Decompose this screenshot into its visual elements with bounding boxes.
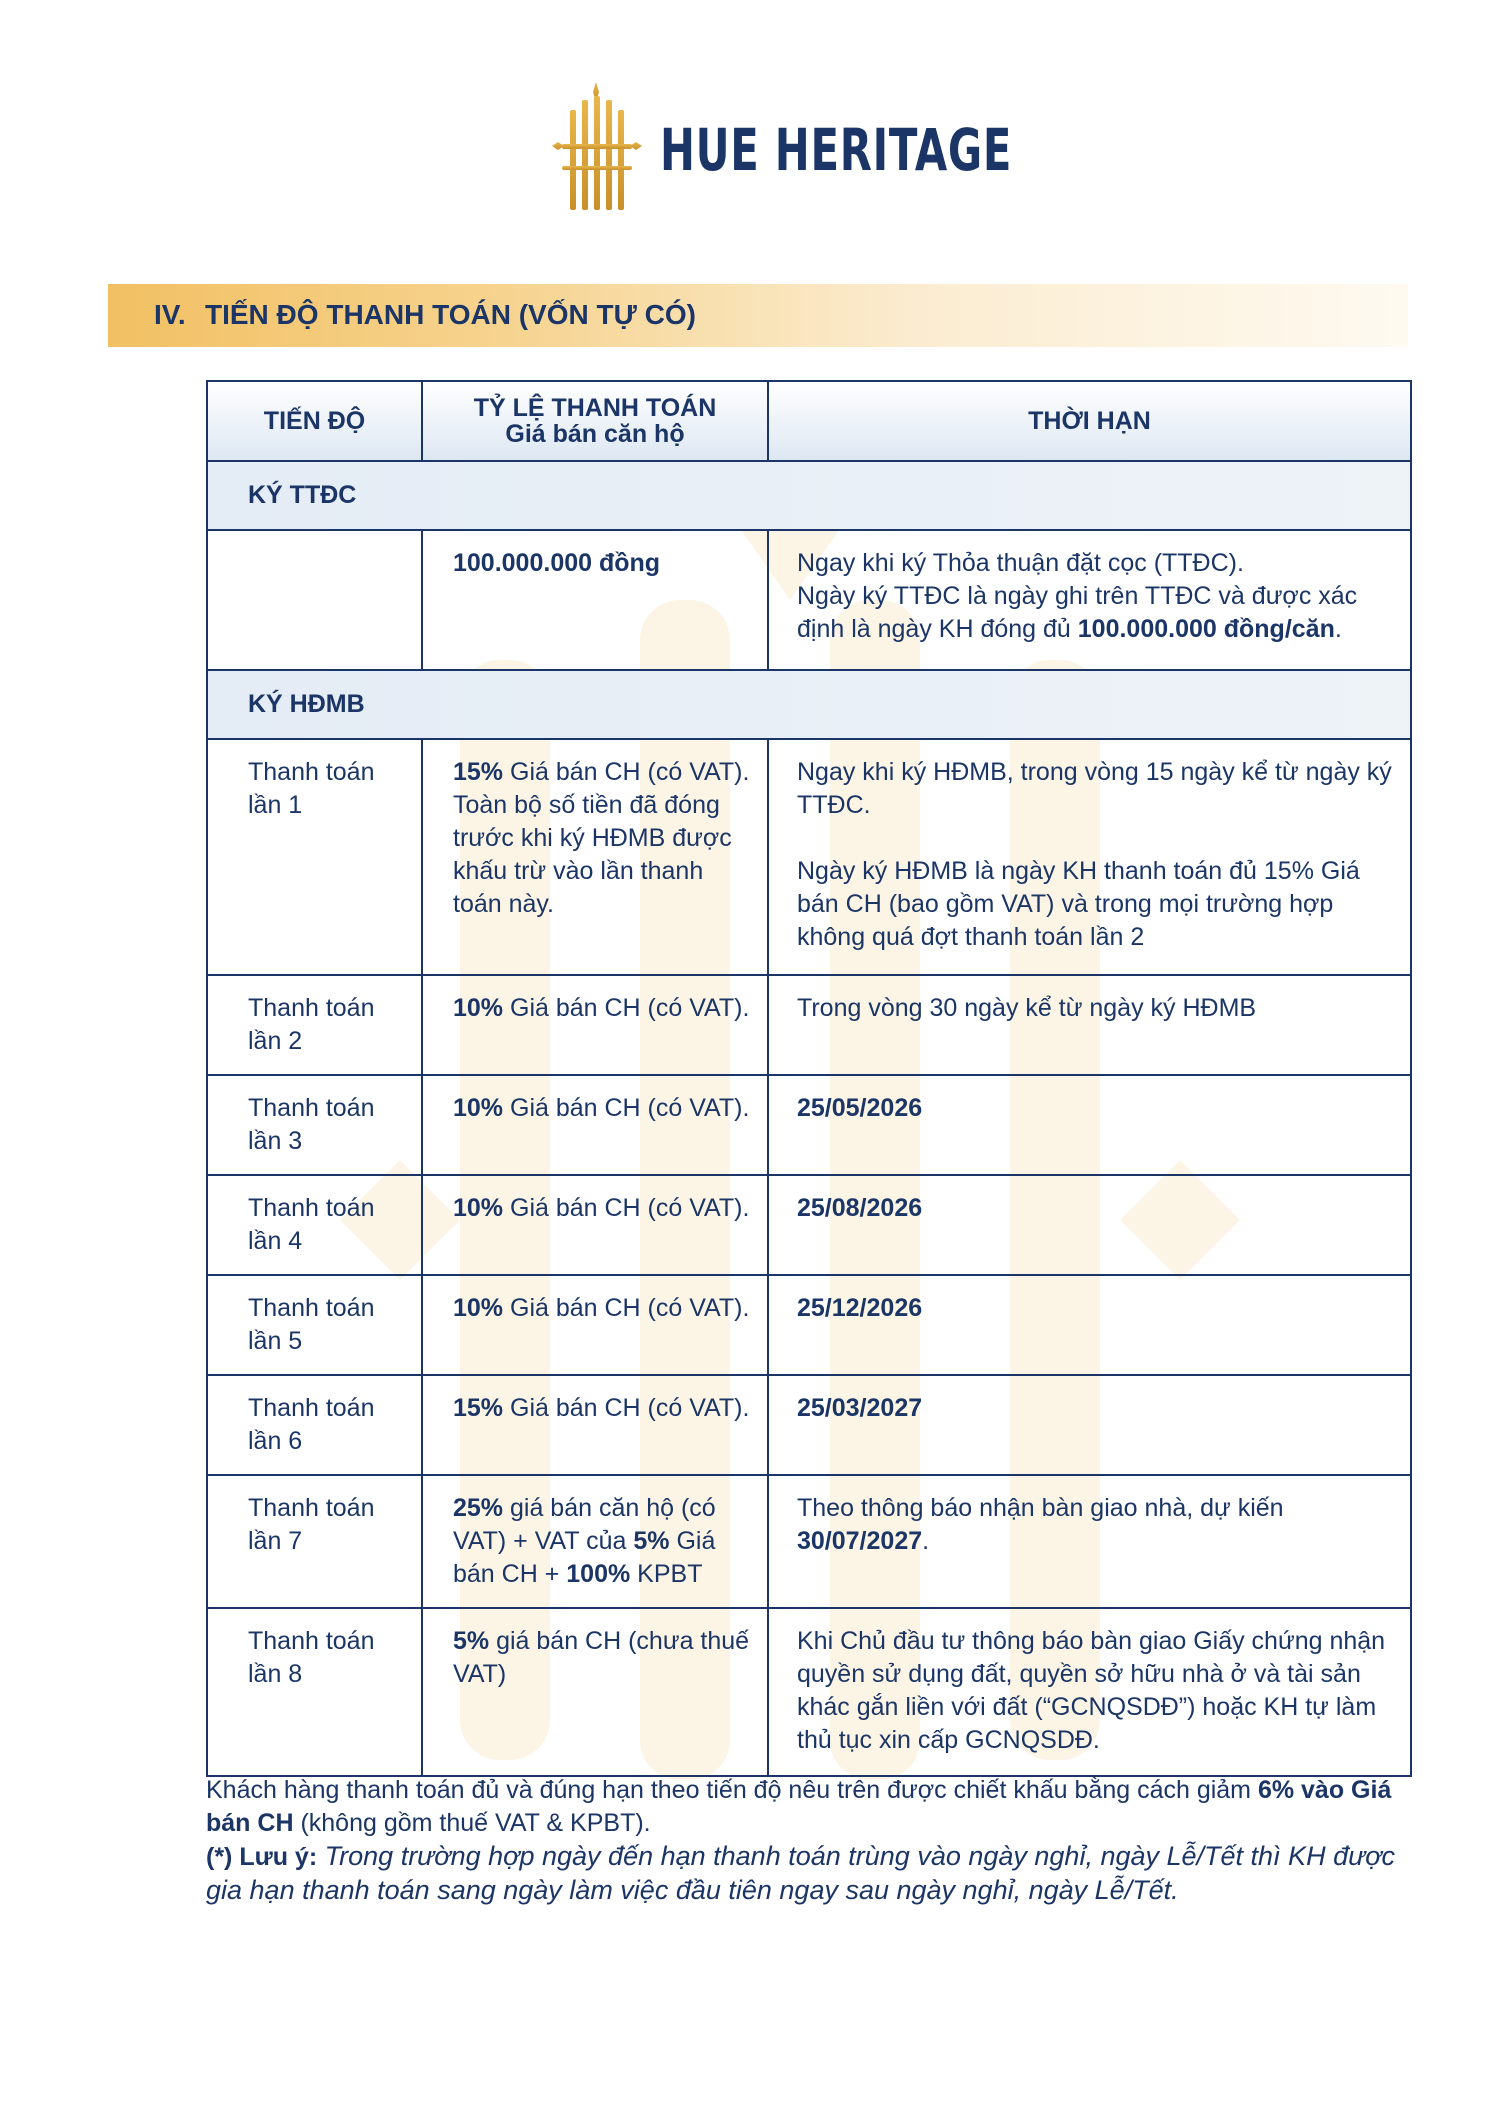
deposit-amount: 100.000.000 đồng	[453, 549, 661, 577]
header-term: THỜI HẠN	[768, 381, 1411, 461]
rate-text: giá bán căn hộ (có VAT) + VAT của	[453, 1494, 716, 1555]
discount-note	[206, 1774, 1416, 1840]
group-label-deposit: KÝ TTĐC	[207, 461, 1411, 530]
table-row-deposit	[207, 530, 1411, 670]
rate-text: Giá bán CH (có VAT).	[503, 1394, 750, 1422]
rate-percent-vat: 5%	[633, 1527, 670, 1555]
term-cell	[768, 1075, 1411, 1175]
term-date: 25/08/2026	[797, 1194, 923, 1222]
rate-percent: 15%	[453, 758, 504, 786]
deposit-term-text: Ngày ký TTĐC là ngày ghi trên TTĐC và được xác định là ngày KH đóng đủ	[797, 582, 1358, 643]
rate-text: Giá bán CH (có VAT).	[503, 1094, 750, 1122]
footnote	[206, 1774, 1416, 1908]
rate-cell	[422, 1275, 768, 1375]
term-cell	[768, 1475, 1411, 1608]
header-rate-line1: TỶ LỆ THANH TOÁN	[473, 394, 717, 422]
rate-percent: 10%	[453, 1094, 504, 1122]
rate-text: giá bán CH (chưa thuế VAT)	[453, 1627, 750, 1688]
rate-text: Giá bán CH (có VAT).	[503, 1194, 750, 1222]
term-paragraph-2: Ngày ký HĐMB là ngày KH thanh toán đủ 15% Giá bán CH (bao gồm VAT) và trong mọi trường hợp không quá đợt thanh toán lần 2	[797, 857, 1360, 951]
deposit-stage-cell	[207, 530, 422, 670]
rate-percent: 25%	[453, 1494, 504, 1522]
note-text: Trong trường hợp ngày đến hạn thanh toán trùng vào ngày nghỉ, ngày Lễ/Tết thì KH được gia hạn thanh toán sang ngày làm việc đầu tiên ngay sau ngày nghỉ, ngày Lễ/Tết.	[206, 1841, 1396, 1905]
table-row	[207, 1075, 1411, 1175]
table-header-row	[207, 381, 1411, 461]
rate-percent: 10%	[453, 994, 504, 1022]
rate-text-b: Giá bán CH +	[453, 1527, 716, 1588]
term-paragraph-1: Ngay khi ký HĐMB, trong vòng 15 ngày kể từ ngày ký TTĐC.	[797, 758, 1392, 819]
term-date: 25/12/2026	[797, 1294, 923, 1322]
header-stage: TIẾN ĐỘ	[207, 381, 422, 461]
discount-value: 6% vào Giá bán CH	[206, 1776, 1392, 1837]
rate-cell	[422, 1075, 768, 1175]
brand-name: HUE HERITAGE	[660, 116, 1013, 184]
rate-cell	[422, 1475, 768, 1608]
term-cell	[768, 1175, 1411, 1275]
rate-percent-kpbt: 100%	[566, 1560, 631, 1588]
header-rate	[422, 381, 768, 461]
stage-cell: Thanh toán lần 4	[207, 1175, 422, 1275]
table-row	[207, 975, 1411, 1075]
group-row-deposit	[207, 461, 1411, 530]
stage-cell: Thanh toán lần 3	[207, 1075, 422, 1175]
rate-text: Giá bán CH (có VAT).	[503, 1294, 750, 1322]
header-rate-line2: Giá bán căn hộ	[505, 420, 685, 448]
hue-heritage-logo-icon	[548, 80, 644, 220]
deposit-term-cell	[768, 530, 1411, 670]
deposit-term-amount: 100.000.000 đồng/căn	[1077, 615, 1335, 643]
table-row	[207, 1608, 1411, 1776]
stage-cell: Thanh toán lần 1	[207, 739, 422, 975]
holiday-note	[206, 1840, 1416, 1908]
rate-cell	[422, 975, 768, 1075]
term-cell: Trong vòng 30 ngày kể từ ngày ký HĐMB	[768, 975, 1411, 1075]
term-cell	[768, 1275, 1411, 1375]
brand-logo	[548, 80, 1013, 220]
rate-percent: 5%	[453, 1627, 490, 1655]
term-date: 25/05/2026	[797, 1094, 923, 1122]
rate-text: Giá bán CH (có VAT).	[503, 994, 750, 1022]
stage-cell: Thanh toán lần 8	[207, 1608, 422, 1776]
rate-cell	[422, 1375, 768, 1475]
rate-cell	[422, 1608, 768, 1776]
stage-cell: Thanh toán lần 6	[207, 1375, 422, 1475]
table-row	[207, 739, 1411, 975]
deposit-amount-cell	[422, 530, 768, 670]
deposit-term-end: .	[1334, 615, 1342, 643]
rate-percent: 10%	[453, 1194, 504, 1222]
rate-percent: 15%	[453, 1394, 504, 1422]
note-label: (*) Lưu ý:	[206, 1843, 318, 1871]
term-end: .	[922, 1527, 930, 1555]
section-header	[108, 284, 1408, 347]
term-cell	[768, 739, 1411, 975]
term-date: 30/07/2027	[797, 1527, 923, 1555]
term-cell: Khi Chủ đầu tư thông báo bàn giao Giấy chứng nhận quyền sử dụng đất, quyền sở hữu nhà ở và tài sản khác gắn liền với đất (“GCNQSDĐ”) hoặc KH tự làm thủ tục xin cấp GCNQSDĐ.	[768, 1608, 1411, 1776]
section-number: IV.	[154, 299, 186, 330]
term-date: 25/03/2027	[797, 1394, 923, 1422]
table-row	[207, 1375, 1411, 1475]
stage-cell: Thanh toán lần 5	[207, 1275, 422, 1375]
payment-schedule-table	[206, 380, 1412, 1777]
rate-extra: Toàn bộ số tiền đã đóng trước khi ký HĐMB được khấu trừ vào lần thanh toán này.	[453, 791, 732, 918]
table-row	[207, 1175, 1411, 1275]
rate-text: Giá bán CH (có VAT).	[503, 758, 750, 786]
group-label-contract: KÝ HĐMB	[207, 670, 1411, 739]
table-row	[207, 1275, 1411, 1375]
rate-cell	[422, 739, 768, 975]
rate-text-c: KPBT	[630, 1560, 703, 1588]
discount-text-end: (không gồm thuế VAT & KPBT).	[293, 1809, 651, 1837]
stage-cell: Thanh toán lần 7	[207, 1475, 422, 1608]
stage-cell: Thanh toán lần 2	[207, 975, 422, 1075]
rate-cell	[422, 1175, 768, 1275]
deposit-term-line1: Ngay khi ký Thỏa thuận đặt cọc (TTĐC).	[797, 549, 1244, 577]
term-cell	[768, 1375, 1411, 1475]
term-text: Theo thông báo nhận bàn giao nhà, dự kiến	[797, 1494, 1284, 1522]
group-row-contract	[207, 670, 1411, 739]
rate-percent: 10%	[453, 1294, 504, 1322]
table-row	[207, 1475, 1411, 1608]
discount-text: Khách hàng thanh toán đủ và đúng hạn theo tiến độ nêu trên được chiết khấu bằng cách giảm	[206, 1776, 1258, 1804]
deposit-term-line2	[797, 580, 1396, 646]
section-title: TIẾN ĐỘ THANH TOÁN (VỐN TỰ CÓ)	[205, 299, 696, 330]
